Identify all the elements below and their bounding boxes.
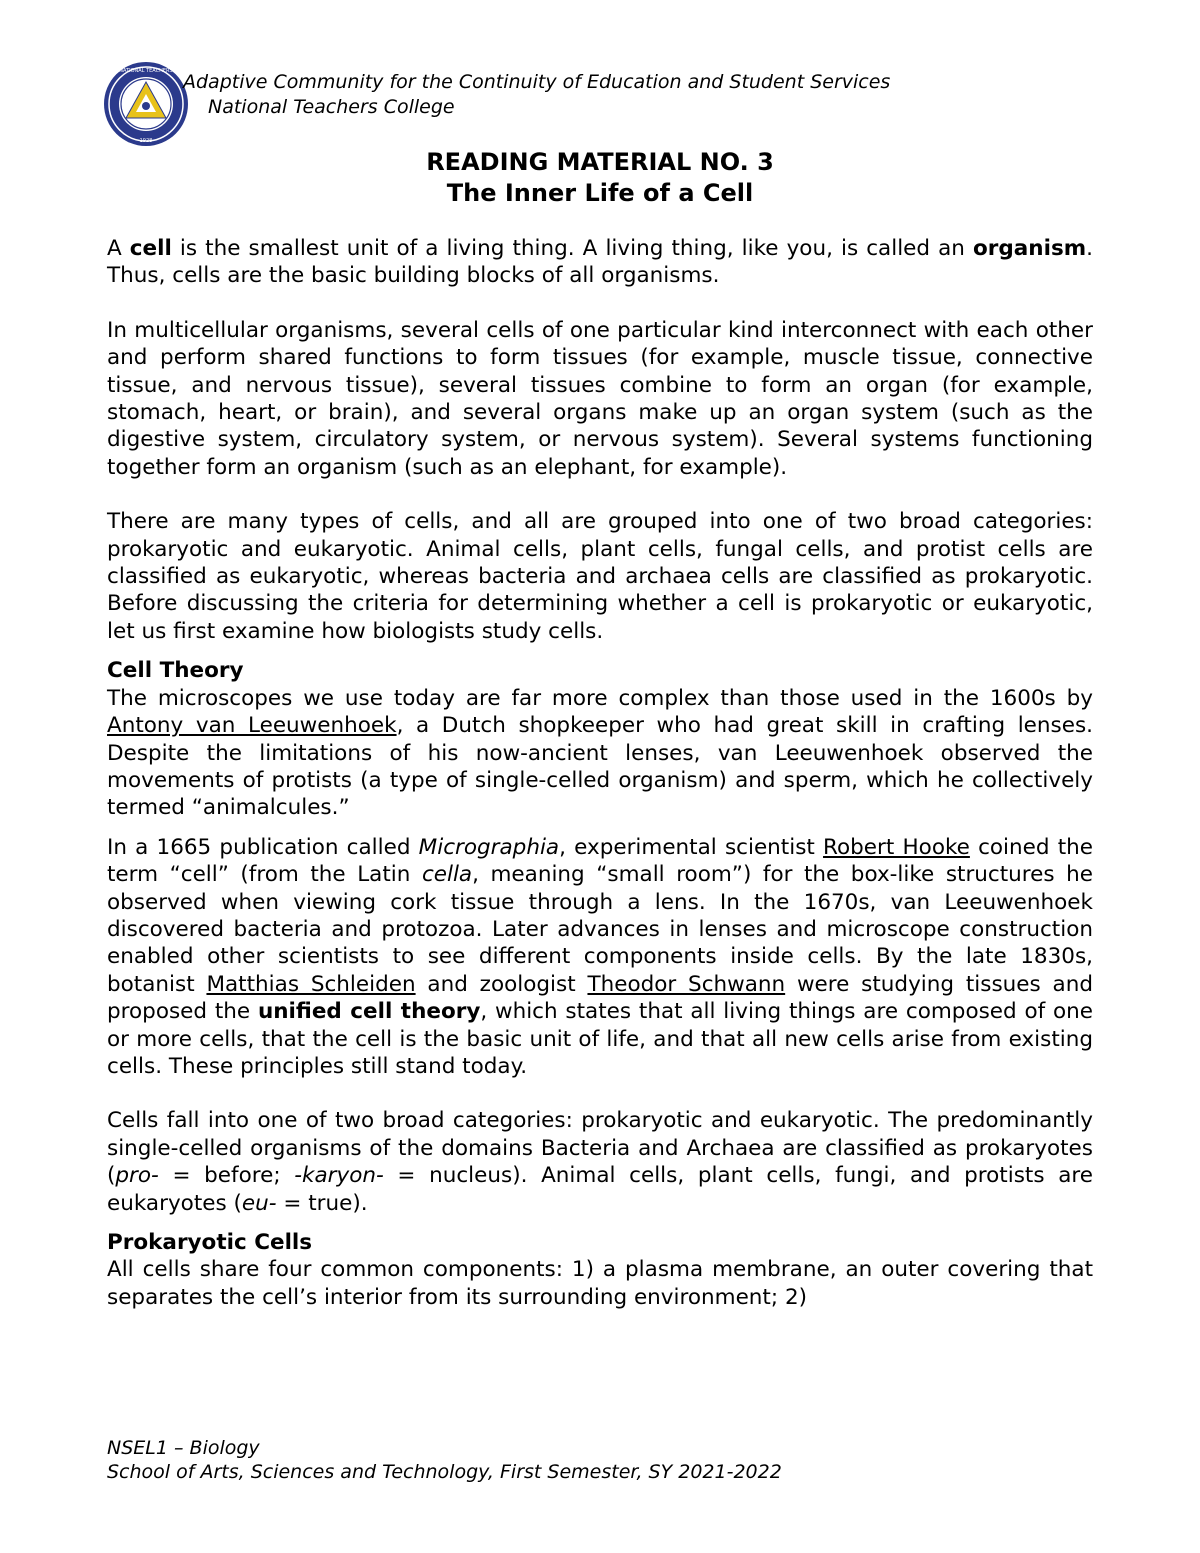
heading-prokaryotic-cells: Prokaryotic Cells — [107, 1230, 313, 1255]
header-organization: Adaptive Community for the Continuity of Education and Student Services — [183, 71, 891, 93]
link-leeuwenhoek[interactable]: Antony van Leeuwenhoek — [107, 713, 397, 739]
link-schleiden[interactable]: Matthias Schleiden — [206, 971, 416, 997]
paragraph-hooke: In a 1665 publication called Micrographia, experimental scientist Robert Hooke coined the term “cell” (from the Latin cella, meaning “small room”) for the box-like structures he observed when viewing cork tissue through a lens. In the 1670s, van Leeuwenhoek discovered bacteria and protozoa. Later advances in lenses and microscope construction enabled other scientists to see different components inside cells. By the late 1830s, botanist Matthias Schleiden and zoologist Theodor Schwann were studying tissues and proposed the unified cell theory, which states that all living things are composed of one or more cells, that the cell is the basic unit of life, and that all new cells arise from existing cells. These principles still stand today. — [107, 834, 1094, 1079]
term-unified-cell-theory: unified cell theory — [257, 999, 481, 1025]
logo-year: 1928 — [139, 138, 153, 144]
paragraph-cell-types: There are many types of cells, and all are grouped into one of two broad categories: prokaryotic and eukaryotic. Animal cells, plant cells, fungal cells, and protist cells are classified as eukaryotic, whereas bacteria and archaea cells are classified as prokaryotic. Before discussing the criteria for determining whether a cell is prokaryotic or eukaryotic, let us first examine how biologists study cells. — [107, 509, 1093, 644]
term-cell: cell — [129, 236, 172, 261]
footer-school: School of Arts, Sciences and Technology, First Semester, SY 2021-2022 — [107, 1461, 782, 1483]
heading-cell-theory: Cell Theory — [107, 658, 244, 684]
document-body — [107, 235, 1093, 1338]
document-title: READING MATERIAL NO. 3 — [426, 148, 774, 176]
paragraph-microscopes: The microscopes we use today are far more complex than those used in the 1600s by Antony van Leeuwenhoek, a Dutch shopkeeper who had great skill in crafting lenses. Despite the limitations of his now-ancient lenses, van Leeuwenhoek observed the movements of protists (a type of single-celled organism) and sperm, which he collectively termed “animalcules.” — [107, 685, 1093, 821]
document-subtitle: The Inner Life of a Cell — [446, 179, 754, 207]
footer-course: NSEL1 – Biology — [107, 1437, 260, 1459]
svg-text:NATIONAL TEACHERS: NATIONAL TEACHERS — [119, 68, 173, 74]
paragraph-intro: A cell is the smallest unit of a living thing. A living thing, like you, is called an organism. Thus, cells are the basic building blocks of all organisms. — [107, 236, 1093, 289]
paragraph-prokaryotic: All cells share four common components: 1) a plasma membrane, an outer covering that separates the cell’s interior from its surrounding environment; 2) — [107, 1257, 1093, 1310]
paragraph-categories: Cells fall into one of two broad categories: prokaryotic and eukaryotic. The predominantly single-celled organisms of the domains Bacteria and Archaea are classified as prokaryotes (pro- = before; -karyon- = nucleus). Animal cells, plant cells, fungi, and protists are eukaryotes (eu- = true). — [107, 1108, 1093, 1216]
paragraph-multicellular: In multicellular organisms, several cells of one particular kind interconnect with each other and perform shared functions to form tissues (for example, muscle tissue, connective tissue, and nervous tissue), several tissues combine to form an organ (for example, stomach, heart, or brain), and several organs make up an organ system (such as the digestive system, circulatory system, or nervous system). Several systems functioning together form an organism (such as an elephant, for example). — [107, 317, 1093, 480]
link-robert-hooke[interactable]: Robert Hooke — [823, 834, 970, 860]
header-college: National Teachers College — [208, 96, 455, 118]
college-seal-logo — [102, 60, 190, 148]
link-schwann[interactable]: Theodor Schwann — [587, 971, 786, 997]
term-organism: organism — [973, 236, 1087, 261]
